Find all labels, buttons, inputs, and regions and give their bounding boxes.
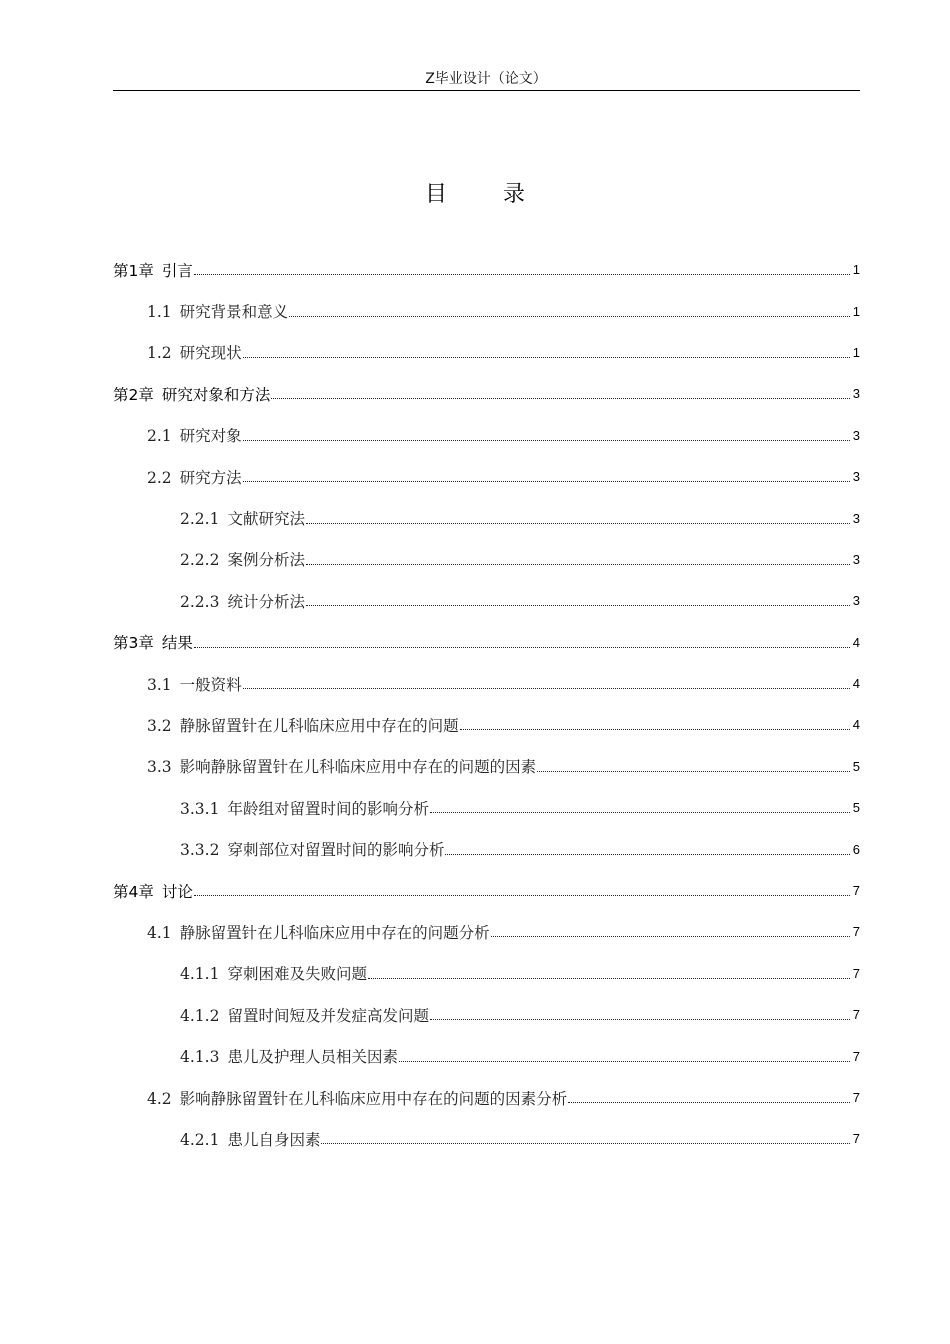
toc-page: 3 — [852, 469, 860, 485]
toc-page: 7 — [852, 883, 860, 899]
toc-entry[interactable] — [113, 332, 860, 373]
toc-title: 静脉留置针在儿科临床应用中存在的问题 — [179, 716, 459, 735]
toc-entry[interactable] — [113, 373, 860, 414]
toc-entry[interactable] — [113, 828, 860, 869]
toc-entry[interactable] — [113, 746, 860, 787]
dot-leader — [368, 978, 850, 979]
page-title — [0, 180, 950, 210]
toc-number: 3.3 — [147, 758, 172, 777]
toc-page: 3 — [852, 427, 860, 443]
toc-title: 影响静脉留置针在儿科临床应用中存在的问题的因素 — [179, 758, 537, 777]
toc-number: 2.2 — [147, 468, 172, 487]
toc-number: 1.1 — [147, 303, 172, 322]
toc-entry[interactable] — [113, 290, 860, 331]
dot-leader — [194, 895, 850, 896]
title-char-1: 目 — [424, 182, 447, 207]
toc-title: 案例分析法 — [227, 551, 305, 570]
dot-leader — [491, 936, 850, 937]
toc-number: 4.2.1 — [180, 1130, 220, 1149]
dot-leader — [445, 854, 850, 855]
toc-page: 1 — [852, 344, 860, 360]
toc-entry[interactable] — [113, 249, 860, 290]
dot-leader — [243, 481, 850, 482]
dot-leader — [399, 1061, 850, 1062]
dot-leader — [537, 771, 850, 772]
toc-number: 3.3.1 — [180, 799, 220, 818]
title-char-2: 录 — [503, 182, 526, 207]
toc-page: 7 — [852, 1007, 860, 1023]
dot-leader — [271, 398, 850, 399]
toc-title: 讨论 — [161, 882, 193, 901]
toc-page: 4 — [852, 634, 860, 650]
toc-page: 3 — [852, 386, 860, 402]
toc-entry[interactable] — [113, 704, 860, 745]
dot-leader — [306, 564, 850, 565]
toc-number: 3.2 — [147, 716, 172, 735]
toc-title: 穿刺部位对留置时间的影响分析 — [227, 841, 445, 860]
dot-leader — [460, 729, 850, 730]
page-header: Z毕业设计（论文） — [425, 71, 547, 87]
toc-entry[interactable] — [113, 1118, 860, 1159]
toc-title: 穿刺困难及失败问题 — [227, 965, 367, 984]
toc-number: 2.1 — [147, 427, 172, 446]
header-rule — [113, 90, 860, 91]
toc-page: 5 — [852, 758, 860, 774]
toc-title: 影响静脉留置针在儿科临床应用中存在的问题的因素分析 — [179, 1089, 568, 1108]
toc-title: 文献研究法 — [227, 510, 305, 529]
toc-entry[interactable] — [113, 870, 860, 911]
toc-entry[interactable] — [113, 539, 860, 580]
toc-page: 7 — [852, 924, 860, 940]
toc-entry[interactable] — [113, 663, 860, 704]
toc-title: 患儿及护理人员相关因素 — [227, 1048, 398, 1067]
toc-number: 4.1 — [147, 923, 172, 942]
dot-leader — [243, 440, 850, 441]
dot-leader — [289, 316, 850, 317]
toc-title: 研究现状 — [179, 344, 242, 363]
dot-leader — [306, 523, 850, 524]
toc-number: 第3章 — [113, 634, 154, 653]
toc-number: 3.1 — [147, 675, 172, 694]
toc-page: 7 — [852, 965, 860, 981]
toc-title: 结果 — [161, 634, 193, 653]
toc-page: 7 — [852, 1090, 860, 1105]
toc-entry[interactable] — [113, 456, 860, 497]
toc-entry[interactable] — [113, 994, 860, 1035]
toc-title: 研究背景和意义 — [179, 303, 289, 322]
toc-number: 4.1.2 — [180, 1006, 220, 1025]
toc-page: 4 — [852, 676, 860, 692]
toc-title: 研究方法 — [179, 468, 242, 487]
toc-title: 静脉留置针在儿科临床应用中存在的问题分析 — [179, 923, 490, 942]
toc-entry[interactable] — [113, 787, 860, 828]
toc-entry[interactable] — [113, 953, 860, 994]
toc-page: 3 — [852, 510, 860, 526]
toc-number: 2.2.2 — [180, 551, 220, 570]
toc-number: 3.3.2 — [180, 841, 220, 860]
toc-entry[interactable] — [113, 622, 860, 663]
toc-page: 3 — [852, 593, 860, 609]
toc-page: 6 — [852, 841, 860, 857]
toc-number: 第2章 — [113, 385, 154, 404]
dot-leader — [194, 647, 850, 648]
toc-page: 4 — [852, 717, 860, 733]
toc-number: 4.1.1 — [180, 965, 220, 984]
toc-page: 7 — [852, 1048, 860, 1064]
dot-leader — [243, 688, 850, 689]
dot-leader — [194, 274, 850, 275]
dot-leader — [430, 1019, 850, 1020]
toc-number: 1.2 — [147, 344, 172, 363]
table-of-contents — [113, 249, 860, 1160]
toc-entry[interactable] — [113, 1077, 860, 1118]
dot-leader — [430, 812, 850, 813]
toc-title: 统计分析法 — [227, 592, 305, 611]
toc-title: 研究对象和方法 — [161, 385, 271, 404]
toc-page: 1 — [852, 303, 860, 319]
toc-number: 2.2.1 — [180, 510, 220, 529]
toc-page: 1 — [852, 262, 860, 278]
toc-page: 5 — [852, 800, 860, 816]
toc-title: 患儿自身因素 — [227, 1130, 321, 1149]
toc-page: 7 — [852, 1131, 860, 1147]
toc-title: 年龄组对留置时间的影响分析 — [227, 799, 429, 818]
toc-title: 研究对象 — [179, 427, 242, 446]
toc-entry[interactable] — [113, 911, 860, 952]
toc-number: 4.2 — [147, 1089, 172, 1108]
dot-leader — [568, 1102, 850, 1103]
toc-title: 一般资料 — [179, 675, 242, 694]
toc-title: 留置时间短及并发症高发问题 — [227, 1006, 429, 1025]
toc-number: 第1章 — [113, 261, 154, 280]
toc-page: 3 — [852, 551, 860, 567]
toc-entry[interactable] — [113, 1035, 860, 1076]
toc-entry[interactable] — [113, 580, 860, 621]
toc-entry[interactable] — [113, 497, 860, 538]
toc-number: 4.1.3 — [180, 1048, 220, 1067]
toc-entry[interactable] — [113, 415, 860, 456]
toc-number: 第4章 — [113, 882, 154, 901]
dot-leader — [306, 605, 850, 606]
dot-leader — [243, 357, 850, 358]
toc-title: 引言 — [161, 261, 193, 280]
toc-number: 2.2.3 — [180, 592, 220, 611]
dot-leader — [321, 1143, 850, 1144]
